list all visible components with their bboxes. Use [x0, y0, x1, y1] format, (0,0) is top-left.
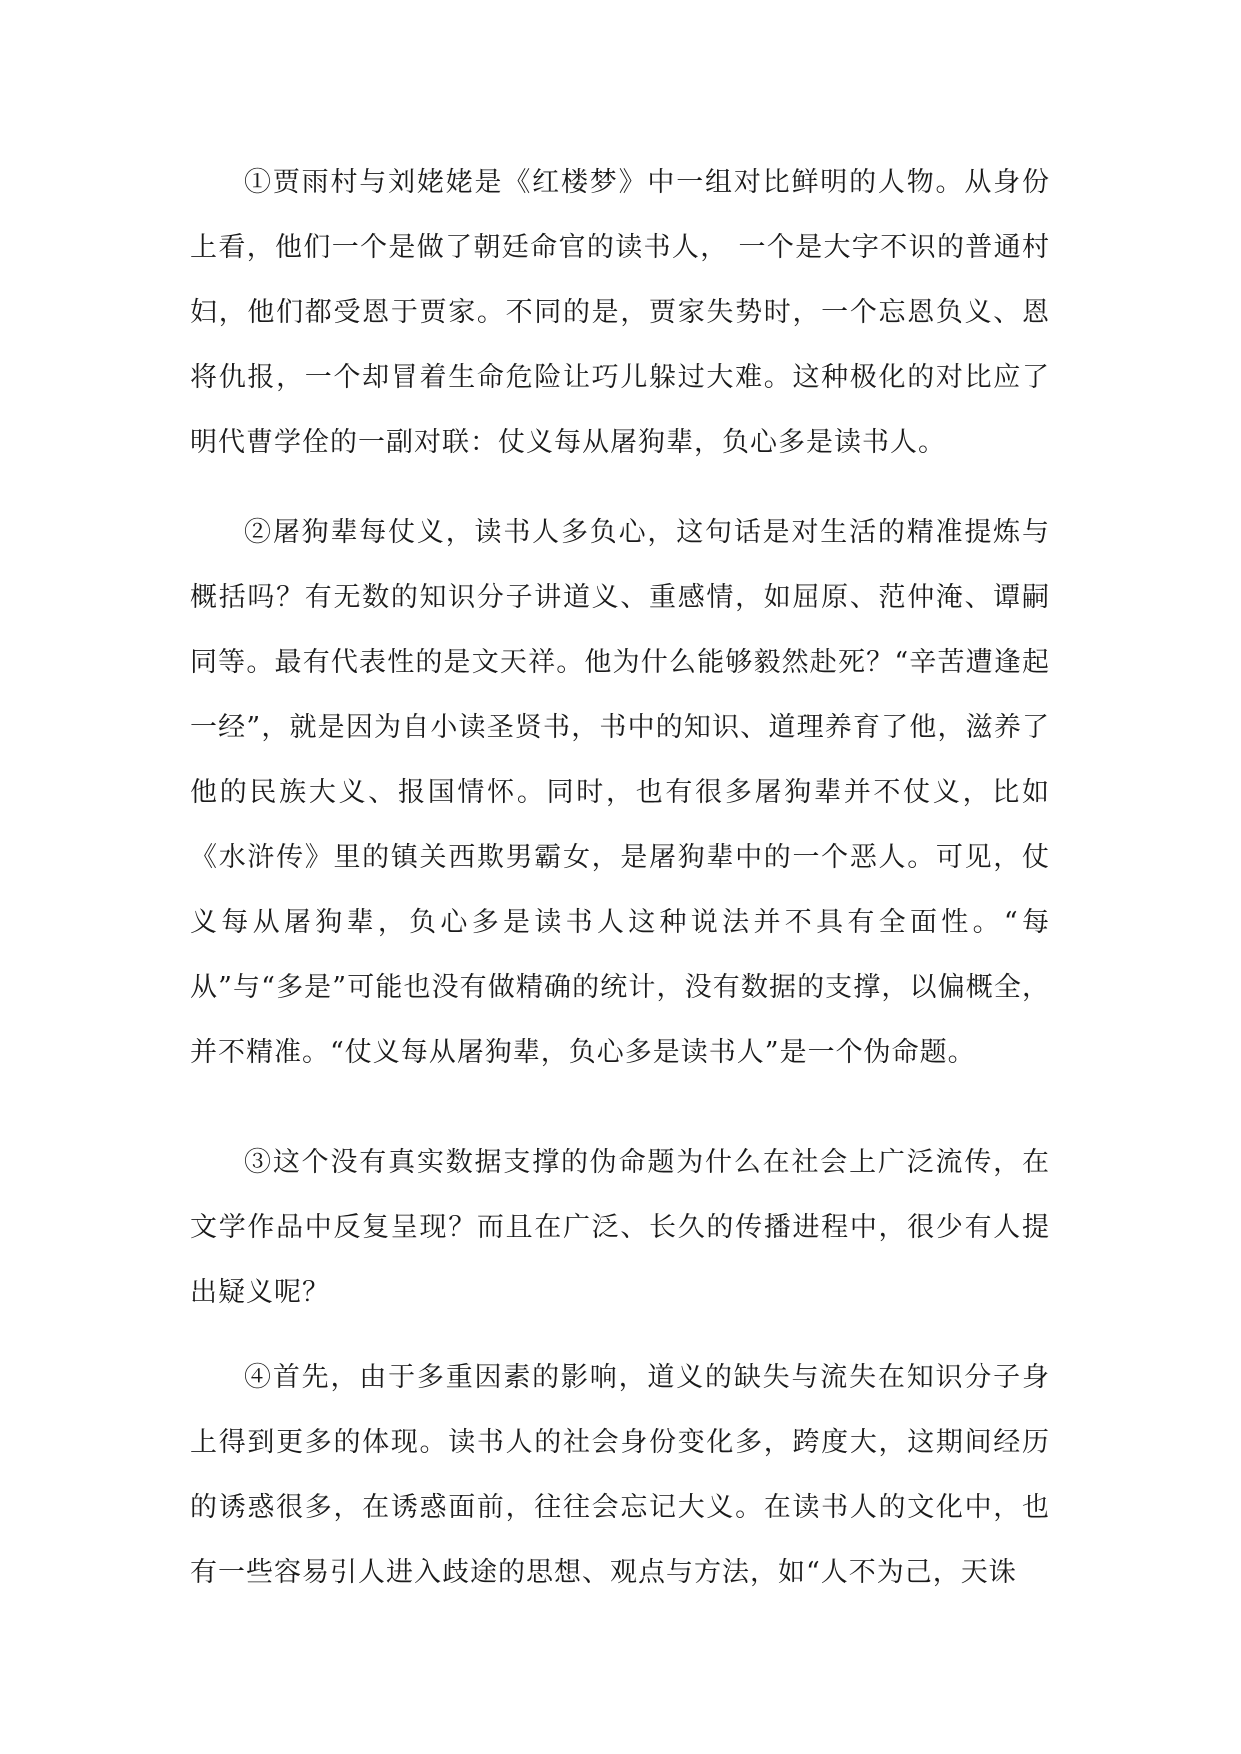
paragraph-2: ②屠狗辈每仗义，读书人多负心，这句话是对生活的精准提炼与概括吗？有无数的知识分子讲道义、重感情，如屈原、范仲淹、谭嗣同等。最有代表性的是文天祥。他为什么能够毅然赴死？“辛苦遭逢起一经”，就是因为自小读圣贤书，书中的知识、道理养育了他，滋养了他的民族大义、报国情怀。同时，也有很多屠狗辈并不仗义，比如《水浒传》里的镇关西欺男霸女，是屠狗辈中的一个恶人。可见，仗义每从屠狗辈，负心多是读书人这种说法并不具有全面性。“每从”与“多是”可能也没有做精确的统计，没有数据的支撑，以偏概全，并不精准。“仗义每从屠狗辈，负心多是读书人”是一个伪命题。 — [190, 517, 1050, 1068]
paragraph-1: ①贾雨村与刘姥姥是《红楼梦》中一组对比鲜明的人物。从身份上看，他们一个是做了朝廷命官的读书人， 一个是大字不识的普通村妇，他们都受恩于贾家。不同的是，贾家失势时，一个忘恩负义、恩将仇报，一个却冒着生命危险让巧儿躲过大难。这种极化的对比应了明代曹学佺的一副对联：仗义每从屠狗辈，负心多是读书人。 — [190, 167, 1050, 458]
paragraph-3: ③这个没有真实数据支撑的伪命题为什么在社会上广泛流传，在文学作品中反复呈现？而且在广泛、长久的传播进程中，很少有人提出疑义呢？ — [190, 1147, 1050, 1308]
paragraph-4: ④首先，由于多重因素的影响，道义的缺失与流失在知识分子身上得到更多的体现。读书人的社会身份变化多，跨度大，这期间经历的诱惑很多，在诱惑面前，往往会忘记大义。在读书人的文化中，也有一些容易引人进入歧途的思想、观点与方法，如“人不为己，天诛 — [190, 1362, 1050, 1588]
